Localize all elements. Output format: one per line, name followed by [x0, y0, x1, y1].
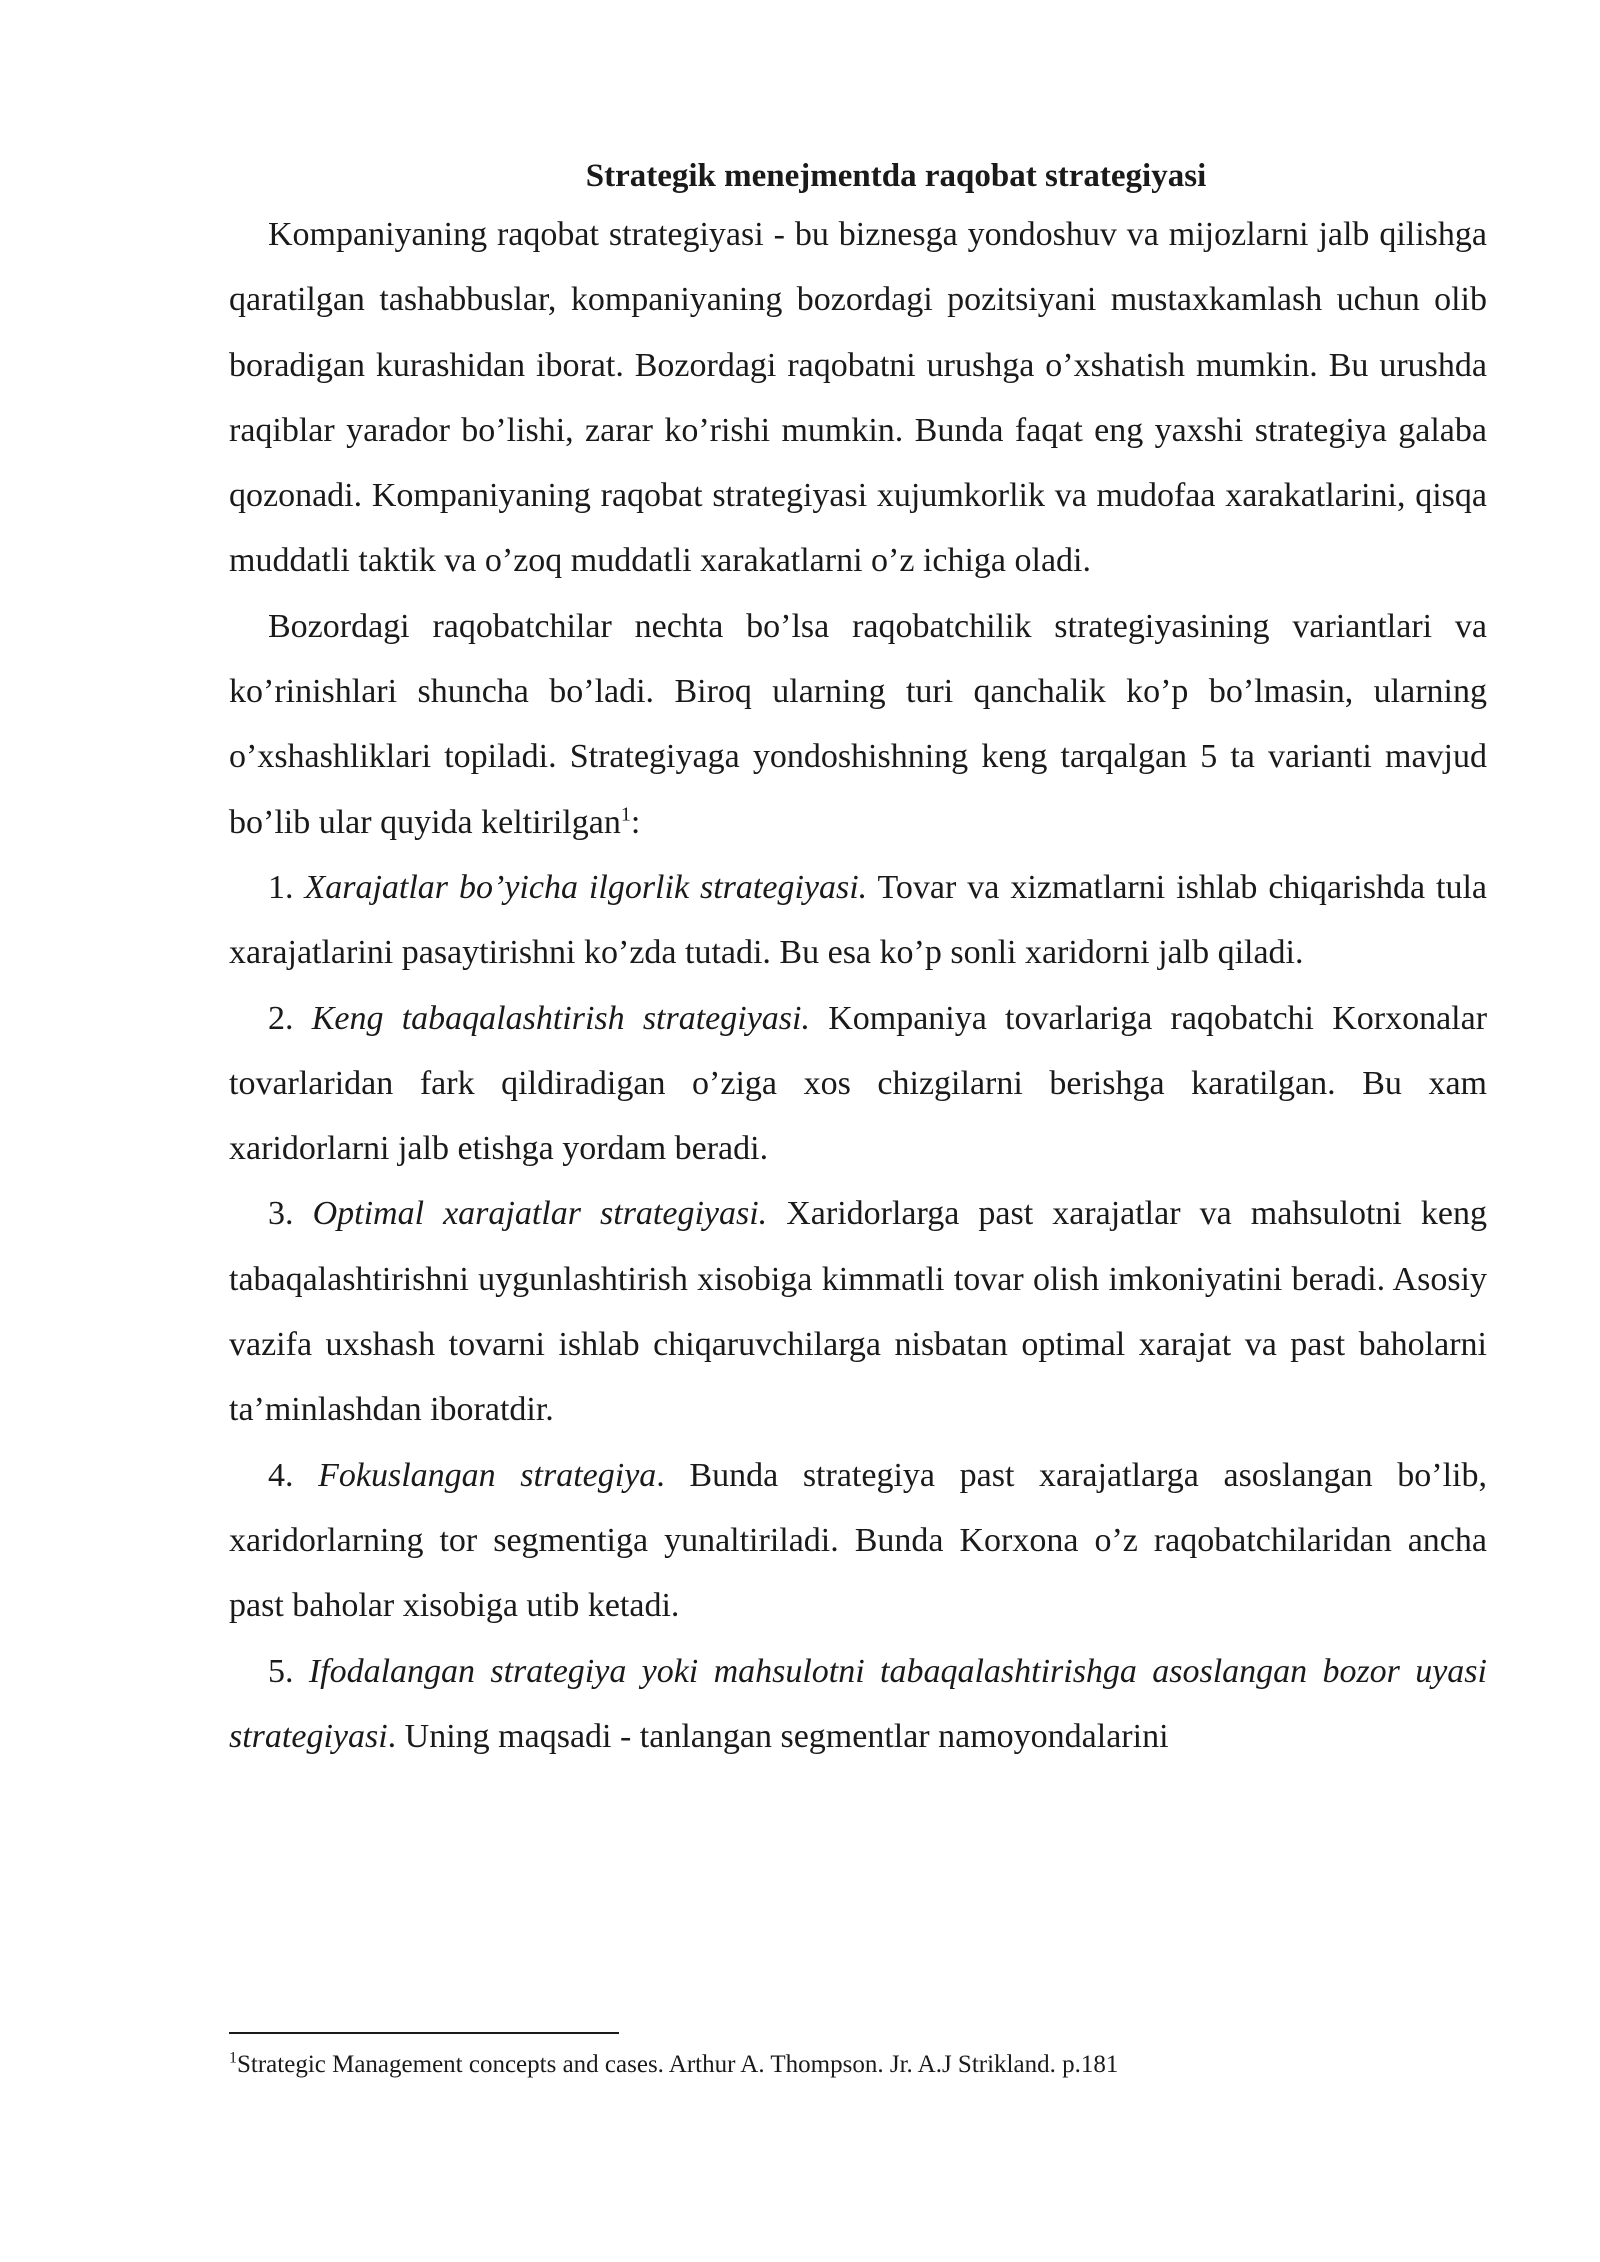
paragraph-intro: Kompaniyaning raqobat strategiyasi - bu biznesga yondoshuv va mijozlarni jalb qilishga qaratilgan tashabbuslar, kompaniyaning bozordagi pozitsiyani mustaxkamlash uchun olib boradigan kurashidan iborat. Bozordagi raqobatni urushga o’xshatish mumkin. Bu urushda raqiblar yarador bo’lishi, zarar ko’rishi mumkin. Bunda faqat eng yaxshi strategiya galaba qozonadi. Kompaniyaning raqobat strategiyasi xujumkorlik va mudofaa xarakatlarini, qisqa muddatli taktik va o’zoq muddatli xarakatlarni o’z ichiga oladi. [229, 216, 1487, 580]
footnote-reference[interactable]: 1 [620, 803, 631, 826]
item-text: Kompaniya tovarlariga raqobatchi Korxonalar tovarlaridan fark qildiradigan o’ziga xos chizgilarni berishga karatilgan. Bu xam xaridorlarni jalb etishga yordam beradi. [229, 999, 1488, 1168]
footnote-separator [229, 2032, 619, 2034]
footnote-marker: 1 [229, 2049, 237, 2067]
item-number: 4. [268, 1456, 294, 1494]
list-item [229, 1181, 1487, 1442]
item-text: Xaridorlarga past xarajatlar va mahsulotni keng tabaqalashtirishni uygunlashtirish xisobiga kimmatli tovar olish imkoniyatini beradi. Asosiy vazifa uxshash tovarni ishlab chiqaruvchilarga nisbatan optimal xarajat va past baholarni ta’minlashdan iboratdir. [229, 1195, 1488, 1429]
item-text: Tovar va xizmatlarni ishlab chiqarishda tula xarajatlarini pasaytirishni ko’zda tutadi. Bu esa ko’p sonli xaridorni jalb qiladi. [229, 868, 1488, 972]
item-text: . Bunda strategiya past xarajatlarga asoslangan bo’lib, xaridorlarning tor segmentiga yunaltiriladi. Bunda Korxona o’z raqobatchilaridan ancha past baholar xisobiga utib ketadi. [229, 1456, 1488, 1625]
item-term: Fokuslangan strategiya [318, 1456, 657, 1494]
document-body [229, 150, 1487, 1769]
item-number: 1. [268, 868, 294, 906]
list-item [229, 855, 1487, 986]
document-title: Strategik menejmentda raqobat strategiyasi [585, 158, 1207, 194]
paragraph-variants-end: : [630, 803, 641, 841]
item-term: Xarajatlar bo’yicha ilgorlik strategiyasi. [304, 868, 868, 906]
item-number: 2. [268, 999, 294, 1037]
list-item [229, 1639, 1487, 1770]
paragraph-variants [229, 594, 1487, 855]
item-term: Keng tabaqalashtirish strategiyasi. [311, 999, 810, 1037]
item-text: . Uning maqsadi - tanlangan segmentlar namoyondalarini [387, 1717, 1169, 1755]
footnote [229, 2048, 1487, 2082]
item-number: 5. [268, 1652, 294, 1690]
list-item [229, 986, 1487, 1182]
list-item [229, 1443, 1487, 1639]
item-term: Ifodalangan strategiya yoki mahsulotni tabaqalashtirishga asoslangan bozor uyasi strategiyasi [229, 1652, 1487, 1755]
item-number: 3. [268, 1195, 294, 1233]
item-term: Optimal xarajatlar strategiyasi. [312, 1195, 768, 1233]
footnote-text: Strategic Management concepts and cases. Arthur A. Thompson. Jr. A.J Strikland. p.181 [237, 2051, 1119, 2078]
paragraph-variants-text: Bozordagi raqobatchilar nechta bo’lsa raqobatchilik strategiyasining variantlari va ko’rinishlari shuncha bo’ladi. Biroq ularning turi qanchalik ko’p bo’lmasin, ularning o’xshashliklari topiladi. Strategiyaga yondoshishning keng tarqalgan 5 ta varianti mavjud bo’lib ular quyida keltirilgan [229, 607, 1487, 841]
